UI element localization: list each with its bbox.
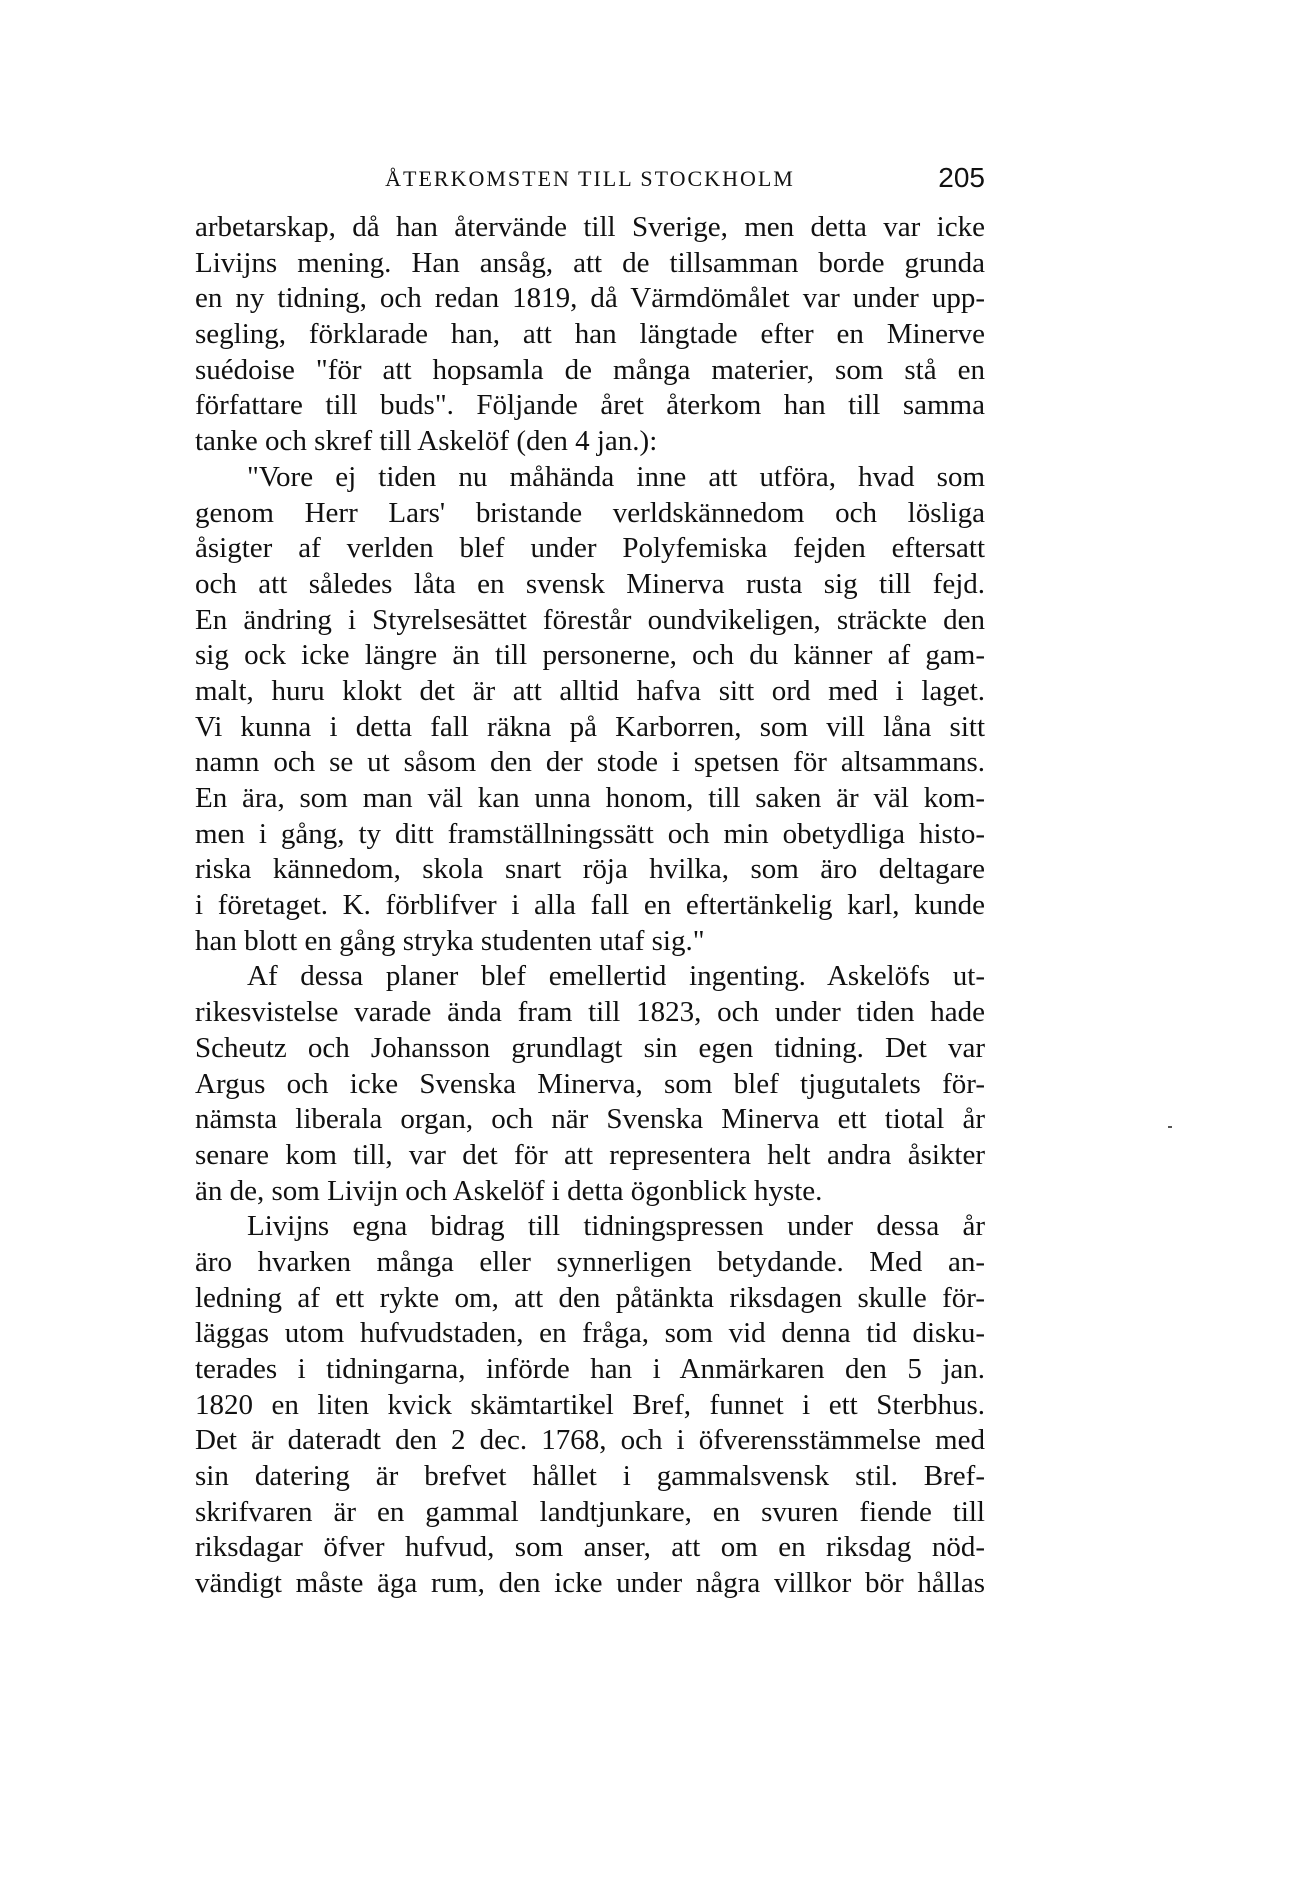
text-line: malt, huru klokt det är att alltid hafva sitt ord med i laget. <box>195 674 985 707</box>
text-line: läggas utom hufvudstaden, en fråga, som vid denna tid disku- <box>195 1317 985 1350</box>
text-line: Det är dateradt den 2 dec. 1768, och i öfverensstämmelse med <box>195 1424 985 1457</box>
text-line: "Vore ej tiden nu måhända inne att utföra, hvad som <box>247 460 985 493</box>
text-line: namn och se ut såsom den der stode i spetsen för altsammans. <box>195 746 985 779</box>
text-line: arbetarskap, då han återvände till Sverige, men detta var icke <box>195 211 985 243</box>
scan-speck <box>1168 1126 1172 1128</box>
text-line: Livijns mening. Han ansåg, att de tillsamman borde grunda <box>195 246 985 279</box>
text-line: äro hvarken många eller synnerligen betydande. Med an- <box>195 1245 985 1278</box>
running-title: ÅTERKOMSTEN TILL STOCKHOLM <box>385 166 795 191</box>
text-line: skrifvaren är en gammal landtjunkare, en svuren fiende till <box>195 1495 985 1528</box>
text-line: han blott en gång stryka studenten utaf sig." <box>195 924 705 957</box>
page-number: 205 <box>938 162 985 193</box>
text-line: författare till buds". Följande året återkom han till samma <box>195 389 985 422</box>
text-line: En ära, som man väl kan unna honom, till saken är väl kom- <box>195 782 985 814</box>
text-line: åsigter af verlden blef under Polyfemiska fejden eftersatt <box>195 532 985 565</box>
text-line: en ny tidning, och redan 1819, då Värmdömålet var under upp- <box>195 282 985 315</box>
text-line: suédoise "för att hopsamla de många materier, som stå en <box>195 353 985 386</box>
text-line: Argus och icke Svenska Minerva, som blef tjugutalets för- <box>195 1067 985 1100</box>
text-line: sin datering är brefvet hållet i gammalsvensk stil. Bref- <box>195 1460 985 1493</box>
text-line: genom Herr Lars' bristande verldskännedom och lösliga <box>195 496 985 529</box>
text-line: vändigt måste äga rum, den icke under några villkor bör hållas <box>195 1567 985 1600</box>
text-line: Af dessa planer blef emellertid ingenting. Askelöfs ut- <box>247 960 985 993</box>
text-line: segling, förklarade han, att han längtade efter en Minerve <box>195 318 985 351</box>
text-line: men i gång, ty ditt framställningssätt och min obetydliga histo- <box>195 817 985 850</box>
page-header <box>195 162 985 198</box>
text-line: riksdagar öfver hufvud, som anser, att om en riksdag nöd- <box>195 1531 985 1564</box>
text-line: riska kännedom, skola snart röja hvilka, som äro deltagare <box>195 853 985 886</box>
text-line: terades i tidningarna, införde han i Anmärkaren den 5 jan. <box>195 1353 985 1385</box>
text-line: tanke och skref till Askelöf (den 4 jan.): <box>195 425 658 458</box>
text-line: rikesvistelse varade ända fram till 1823, och under tiden hade <box>195 996 985 1029</box>
text-line: Scheutz och Johansson grundlagt sin egen tidning. Det var <box>195 1031 985 1064</box>
text-line: och att således låta en svensk Minerva rusta sig till fejd. <box>195 567 985 600</box>
text-line: senare kom till, var det för att representera helt andra åsikter <box>195 1138 985 1171</box>
text-line: sig ock icke längre än till personerne, och du känner af gam- <box>195 639 985 672</box>
text-line: En ändring i Styrelsesättet förestår oundvikeligen, sträckte den <box>195 603 985 636</box>
text-line: än de, som Livijn och Askelöf i detta ögonblick hyste. <box>195 1174 823 1207</box>
text-line: ledning af ett rykte om, att den påtänkta riksdagen skulle för- <box>195 1281 985 1314</box>
text-line: Livijns egna bidrag till tidningspressen under dessa år <box>247 1210 985 1243</box>
text-line: Vi kunna i detta fall räkna på Karborren, som vill låna sitt <box>195 710 985 743</box>
body-text <box>195 210 985 1602</box>
text-line: i företaget. K. förblifver i alla fall en eftertänkelig karl, kunde <box>195 889 985 922</box>
text-line: 1820 en liten kvick skämtartikel Bref, funnet i ett Sterbhus. <box>195 1388 985 1421</box>
text-line: nämsta liberala organ, och när Svenska Minerva ett tiotal år <box>195 1103 985 1136</box>
